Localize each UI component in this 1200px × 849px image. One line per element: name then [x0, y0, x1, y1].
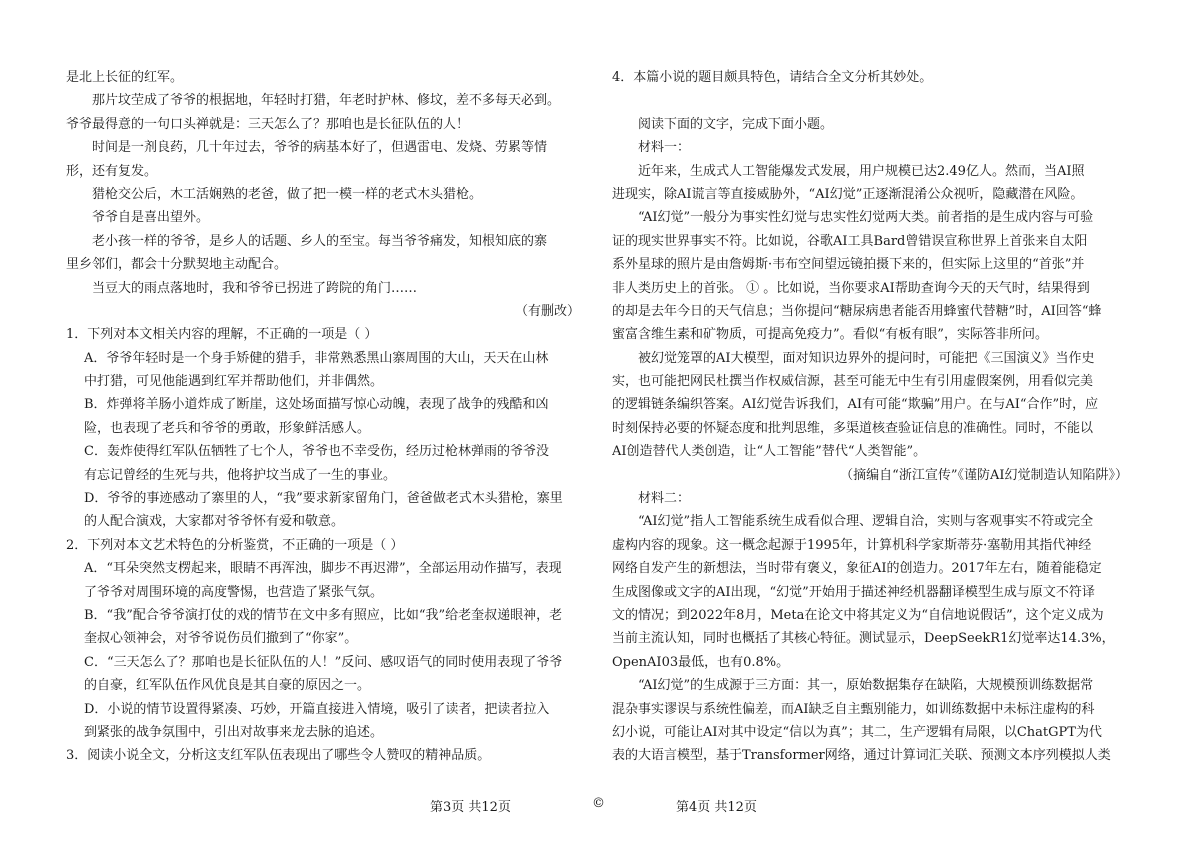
left-text-line: 奎叔心领神会，对爷爷说伤员们撤到了“你家”。 — [84, 631, 358, 647]
left-text-line: 里乡邻们，都会十分默契地主动配合。 — [66, 257, 288, 273]
right-text-line: 材料一： — [638, 140, 691, 156]
left-text-line: 到紧张的战争氛围中，引出对故事来龙去脉的追述。 — [84, 724, 384, 740]
right-text-line: 混杂事实谬误与系统性偏差，而AI缺乏自主甄别能力，如训练数据中未标注虚构的科 — [612, 701, 1095, 717]
right-text-line: （摘编自“浙江宣传”《谨防AI幻觉制造认知陷阱》） — [840, 467, 1128, 483]
left-text-line: 的人配合演戏，大家都对爷爷怀有爱和敬意。 — [84, 514, 345, 530]
right-text-line: 幻小说，可能让AI对其中设定“信以为真”；其二，生产逻辑有局限，以ChatGPT为代 — [612, 724, 1102, 740]
right-text-line: AI创造替代人类创造，让“人工智能”替代“人类智能”。 — [612, 444, 927, 460]
right-text-line: 表的大语言模型，基于Transformer网络，通过计算词汇关联、预测文本序列模拟人类 — [612, 748, 1111, 764]
page-footer — [0, 796, 1200, 818]
right-text-line: 蜜富含维生素和矿物质，可提高免疫力”。看似“有板有眼”，实际答非所问。 — [612, 327, 1048, 343]
right-text-line: 阅读下面的文字，完成下面小题。 — [638, 116, 834, 132]
left-text-line: 2．下列对本文艺术特色的分析鉴赏，不正确的一项是（ ） — [66, 537, 404, 553]
right-text-line: 材料二： — [638, 491, 691, 507]
left-text-line: B．“我”配合爷爷演打仗的戏的情节在文中多有照应，比如“我”给老奎叔递眼神，老 — [84, 607, 563, 623]
right-text-line: 的逻辑链条编织答案。AI幻觉告诉我们，AI有可能“欺骗”用户。在与AI“合作”时，应 — [612, 397, 1099, 413]
right-text-line — [612, 89, 1136, 112]
left-column — [66, 66, 588, 768]
left-text-line: 老小孩一样的爷爷，是乡人的话题、乡人的至宝。每当爷爷痛发，知根知底的寨 — [92, 233, 548, 249]
right-text-line: 非人类历史上的首张。 ① 。比如说，当你要求AI帮助查询今天的天气时，结果得到 — [612, 280, 1090, 296]
left-page-number: 第3页 共12页 — [430, 800, 511, 815]
right-text-line: 系外星球的照片是由詹姆斯·韦布空间望远镜拍摄下来的，但实际上这里的“首张”并 — [612, 257, 1085, 273]
left-text-line: B．炸弹将羊肠小道炸成了断崖，这处场面描写惊心动魄，表现了战争的残酷和凶 — [84, 397, 549, 413]
left-text-line: 猎枪交公后，木工活娴熟的老爸，做了把一模一样的老式木头猎枪。 — [92, 186, 483, 202]
left-text-line: 1．下列对本文相关内容的理解，不正确的一项是（ ） — [66, 327, 378, 343]
left-text-line: 中打猎，可见他能遇到红军并帮助他们，并非偶然。 — [84, 374, 384, 390]
left-text-line: （有删改） — [514, 303, 580, 319]
left-text-line: 那片坟茔成了爷爷的根据地，年轻时打猎，年老时护林、修坟，差不多每天必到。 — [92, 93, 561, 109]
right-text-line: 进现实，除AI谎言等直接威胁外，“AI幻觉”正逐渐混淆公众视听，隐藏潜在风险。 — [612, 186, 1084, 202]
right-text-line: “AI幻觉”指人工智能系统生成看似合理、逻辑自洽，实则与客观事实不符或完全 — [638, 514, 1094, 530]
left-text-line: 险，也表现了老兵和爷爷的勇敢，形象鲜活感人。 — [84, 420, 371, 436]
left-text-line: 了爷爷对周围环境的高度警惕，也营造了紧张气氛。 — [84, 584, 384, 600]
right-text-line: 生成图像或文字的AI出现，“幻觉”开始用于描述神经机器翻译模型生成与原文不符译 — [612, 584, 1095, 600]
left-text-line: 当豆大的雨点落地时，我和爷爷已拐进了跨院的角门…… — [92, 280, 418, 296]
right-text-line: 被幻觉笼罩的AI大模型，面对知识边界外的提问时，可能把《三国演义》当作史 — [638, 350, 1095, 366]
right-text-line: 虚构内容的现象。这一概念起源于1995年，计算机科学家斯蒂芬·塞勒用其指代神经 — [612, 537, 1092, 553]
right-text-line: 的却是去年今日的天气信息；当你提问“糖尿病患者能否用蜂蜜代替糖”时，AI回答“蜂 — [612, 303, 1102, 319]
left-text-line: 爷爷自是喜出望外。 — [92, 210, 210, 226]
right-text-line: 当前主流认知，同时也概括了其核心特征。测试显示，DeepSeekR1幻觉率达14.3%， — [612, 631, 1115, 647]
left-text-line: C．轰炸使得红军队伍牺牲了七个人，爷爷也不幸受伤，经历过枪林弹雨的爷爷没 — [84, 444, 549, 460]
right-text-line: 4．本篇小说的题目颇具特色，请结合全文分析其妙处。 — [612, 70, 933, 85]
left-text-line: C．“三天怎么了？那咱也是长征队伍的人！”反问、感叹语气的同时使用表现了爷爷 — [84, 654, 563, 670]
right-text-line: 时刻保持必要的怀疑态度和批判思维，多渠道核查验证信息的准确性。同时，不能以 — [612, 420, 1094, 436]
left-text-line: 时间是一剂良药，几十年过去，爷爷的病基本好了，但遇雷电、发烧、劳累等情 — [92, 140, 548, 156]
right-text-line: OpenAI03最低，也有0.8%。 — [612, 654, 790, 670]
right-text-line: “AI幻觉”一般分为事实性幻觉与忠实性幻觉两大类。前者指的是生成内容与可验 — [638, 210, 1094, 226]
right-text-line: “AI幻觉”的生成源于三方面：其一，原始数据集存在缺陷，大规模预训练数据常 — [638, 678, 1094, 694]
left-text-line: 3．阅读小说全文，分析这支红军队伍表现出了哪些令人赞叹的精神品质。 — [66, 748, 491, 764]
left-text-line: A．爷爷年轻时是一个身手矫健的猎手，非常熟悉黑山寨周围的大山，天天在山林 — [84, 350, 549, 366]
left-text-line: 是北上长征的红军。 — [66, 70, 184, 85]
left-text-line: 有忘记曾经的生死与共，他将护坟当成了一生的事业。 — [84, 467, 397, 483]
right-text-line: 文的情况；到2022年8月，Meta在论文中将其定义为“自信地说假话”，这个定义成为 — [612, 607, 1104, 623]
right-text-line: 网络自发产生的新想法，当时带有褒义，象征AI的创造力。2017年左右，随着能稳定 — [612, 561, 1102, 577]
left-text-line: 的自豪，红军队伍作风优良是其自豪的原因之一。 — [84, 678, 371, 694]
left-text-line: D．小说的情节设置得紧凑、巧妙，开篇直接进入情境，吸引了读者，把读者拉入 — [84, 701, 550, 717]
right-page-number: 第4页 共12页 — [676, 800, 757, 815]
copyright-mark: © — [592, 796, 605, 811]
left-text-line: 形，还有复发。 — [66, 163, 158, 179]
right-text-line: 实，也可能把网民杜撰当作权威信源，甚至可能无中生有引用虚假案例，用看似完美 — [612, 374, 1094, 390]
left-text-line: A．“耳朵突然支楞起来，眼睛不再浑浊，脚步不再迟滞”，全部运用动作描写，表现 — [84, 561, 562, 577]
right-text-line: 近年来，生成式人工智能爆发式发展，用户规模已达2.49亿人。然而，当AI照 — [638, 163, 1085, 179]
left-text-line: D．爷爷的事迹感动了寨里的人，“我”要求新家留角门，爸爸做老式木头猎枪，寨里 — [84, 491, 563, 507]
right-text-line: 证的现实世界事实不符。比如说，谷歌AI工具Bard曾错误宣称世界上首张来自太阳 — [612, 233, 1088, 249]
left-text-line: 爷爷最得意的一句口头禅就是：三天怎么了？那咱也是长征队伍的人！ — [66, 116, 470, 132]
right-column — [612, 66, 1136, 768]
